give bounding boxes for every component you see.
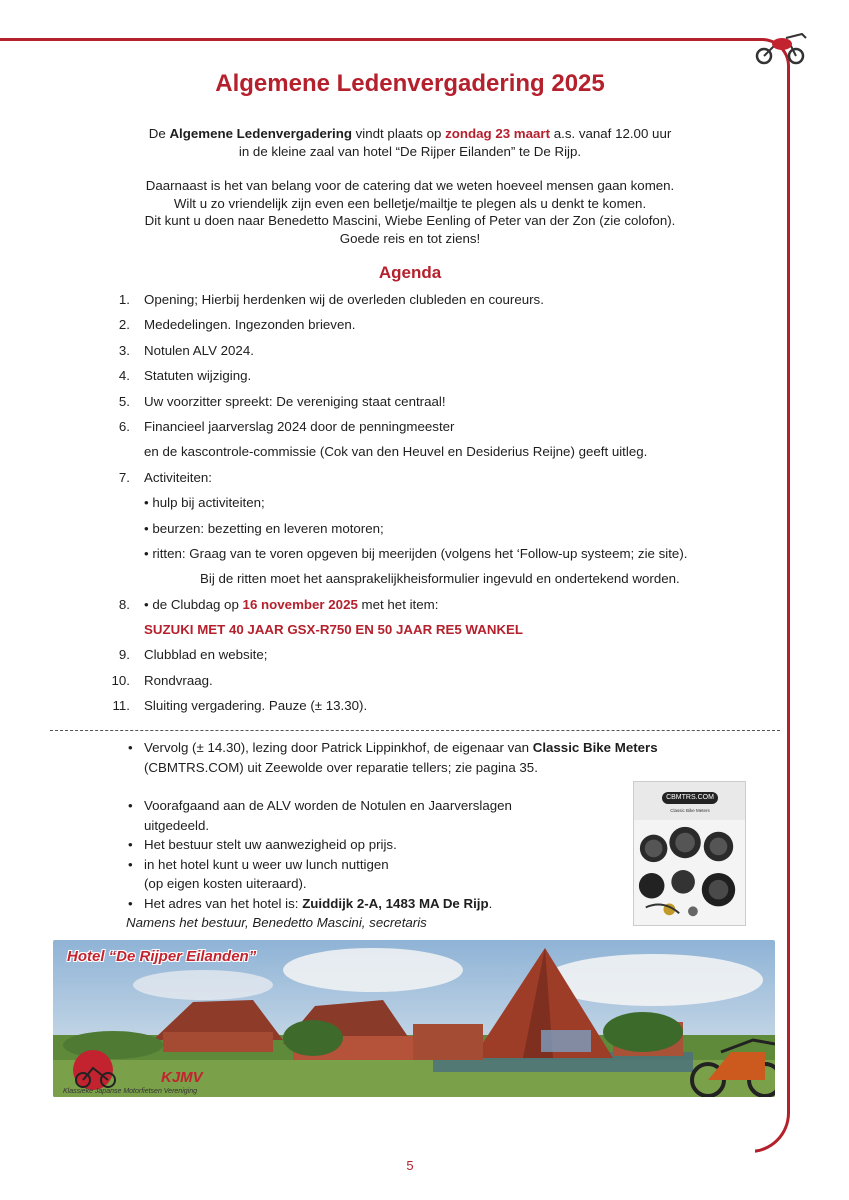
list-item: 9. Clubblad en website; bbox=[118, 647, 268, 663]
page-title: Algemene Ledenvergadering 2025 bbox=[215, 70, 605, 97]
book-subtitle: Classic Bike Meters bbox=[670, 808, 710, 813]
classic-bike-meters-image bbox=[633, 781, 746, 926]
intro-p2-line: Daarnaast is het van belang voor de catering dat we weten hoeveel mensen gaan komen. bbox=[145, 178, 675, 193]
list-item: • Het bestuur stelt uw aanwezigheid op prijs. bbox=[128, 835, 512, 855]
list-item: • beurzen: bezetting en leveren motoren; bbox=[144, 520, 384, 536]
intro-p2-line: Wilt u zo vriendelijk zijn even een belletje/mailtje te plegen als u denkt te komen. bbox=[173, 195, 647, 211]
motorcycle-logo-icon bbox=[752, 30, 810, 66]
intro-line-2: in de kleine zaal van hotel “De Rijper Eilanden” te De Rijp. bbox=[238, 143, 582, 159]
hotel-banner bbox=[53, 940, 775, 1097]
vervolg-block: • Vervolg (± 14.30), lezing door Patrick Lippinkhof, de eigenaar van Classic Bike Meters (CBMTRS.COM) uit Zeewolde over reparatie tellers; zie pagina 35. bbox=[128, 738, 658, 777]
intro-line-1: De Algemene Ledenvergadering vindt plaats op zondag 23 maart a.s. vanaf 12.00 uur bbox=[148, 126, 672, 141]
list-item: 10. Rondvraag. bbox=[111, 672, 213, 688]
list-item: 6. Financieel jaarverslag 2024 door de penningmeester bbox=[118, 418, 455, 434]
list-item: Bij de ritten moet het aansprakelijkheisformulier ingevuld en ondertekend worden. bbox=[200, 571, 680, 587]
list-item: en de kascontrole-commissie (Cok van den Heuvel en Desiderius Reijne) geeft uitleg. bbox=[144, 444, 648, 460]
intro bbox=[0, 125, 820, 247]
kjmv-logo: KJMV bbox=[161, 1069, 203, 1086]
meeting-date: zondag 23 maart bbox=[445, 126, 551, 141]
cbmtrs-badge: CBMTRS.COM bbox=[662, 792, 718, 804]
list-item: 2. Mededelingen. Ingezonden brieven. bbox=[118, 317, 356, 333]
clubdag-date: 16 november 2025 bbox=[242, 596, 358, 612]
list-item: • Vervolg (± 14.30), lezing door Patrick Lippinkhof, de eigenaar van Classic Bike Meters bbox=[128, 738, 658, 758]
hotel-address: Zuiddijk 2-A, 1483 MA De Rijp bbox=[302, 895, 489, 911]
intro-p2-line: Dit kunt u doen naar Benedetto Mascini, Wiebe Eenling of Peter van der Zon (zie colofon). bbox=[144, 213, 676, 228]
suzuki-headline: SUZUKI MET 40 JAAR GSX-R750 EN 50 JAAR RE5 WANKEL bbox=[144, 622, 524, 638]
list-item: 1. Opening; Hierbij herdenken wij de overleden clubleden en coureurs. bbox=[118, 292, 544, 307]
gauges-icon bbox=[634, 820, 745, 925]
list-item: 5. Uw voorzitter spreekt: De vereniging staat centraal! bbox=[118, 393, 446, 409]
list-item: 11. Sluiting vergadering. Pauze (± 13.30). bbox=[112, 698, 368, 714]
list-item: 3. Notulen ALV 2024. bbox=[118, 342, 254, 358]
notes-block: • Voorafgaand aan de ALV worden de Notulen en Jaarverslagen uitgedeeld. • Het bestuur stelt uw aanwezigheid op prijs. • in het hotel kunt u weer uw lunch nuttigen (op eigen kosten uiteraard). • Het adres van het hotel is: Zuiddijk 2-A, 1483 MA De Rijp. Namens het bestuur, Benedetto Mascini, secretaris bbox=[128, 796, 512, 933]
agenda-list bbox=[104, 290, 784, 722]
agenda-title: Agenda bbox=[378, 263, 442, 282]
intro-p2-line: Goede reis en tot ziens! bbox=[339, 230, 481, 246]
list-item: • Voorafgaand aan de ALV worden de Notulen en Jaarverslagen bbox=[128, 796, 512, 816]
list-item bbox=[104, 620, 784, 645]
hotel-banner-title: Hotel “De Rijper Eilanden” bbox=[67, 948, 257, 965]
list-item: 7. Activiteiten: bbox=[118, 469, 212, 485]
signature-line: Namens het bestuur, Benedetto Mascini, secretaris bbox=[126, 915, 427, 930]
dashed-divider bbox=[50, 730, 780, 731]
list-item: • in het hotel kunt u weer uw lunch nuttigen bbox=[128, 855, 512, 875]
list-item: 8. • de Clubdag op 16 november 2025 met het item: bbox=[118, 596, 439, 612]
list-item: • Het adres van het hotel is: Zuiddijk 2-A, 1483 MA De Rijp. bbox=[128, 894, 512, 914]
list-item: • hulp bij activiteiten; bbox=[144, 495, 265, 511]
page-number: 5 bbox=[406, 1158, 414, 1173]
kjmv-tagline: Klassieke Japanse Motorfietsen Vereniging bbox=[63, 1088, 197, 1095]
list-item: • ritten: Graag van te voren opgeven bij meerijden (volgens het ‘Follow-up systeem; zie site). bbox=[144, 545, 688, 561]
list-item: 4. Statuten wijziging. bbox=[118, 368, 252, 384]
